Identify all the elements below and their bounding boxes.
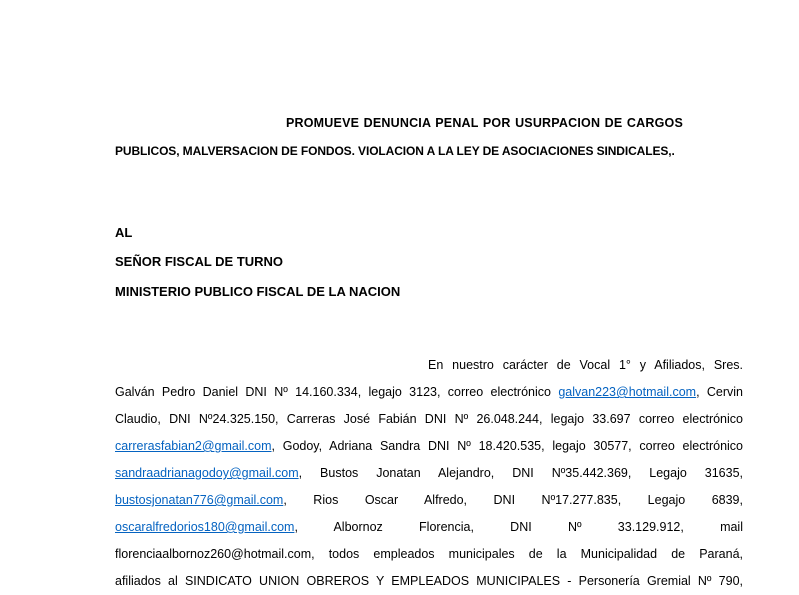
body-line-9: afiliados al SINDICATO UNION OBREROS Y EMPLEADOS MUNICIPALES - Personería Gremial Nº 790, [115,574,743,588]
heading-line-1: PROMUEVE DENUNCIA PENAL POR USURPACION DE CARGOS [286,116,683,130]
addressee-line-3: MINISTERIO PUBLICO FISCAL DE LA NACION [115,284,401,299]
email-link-godoy[interactable]: sandraadrianagodoy@gmail.com [115,466,299,480]
body-line-1: En nuestro carácter de Vocal 1° y Afiliados, Sres. [428,358,743,372]
heading-line-2: PUBLICOS, MALVERSACION DE FONDOS. VIOLACION A LA LEY DE ASOCIACIONES SINDICALES,. [115,144,675,158]
body-line-8: florenciaalbornoz260@hotmail.com, todos empleados municipales de la Municipalidad de Paraná, [115,547,743,561]
email-link-bustos[interactable]: bustosjonatan776@gmail.com [115,493,284,507]
body-line-6 [115,487,743,514]
body-text-segment: , Godoy, Adriana Sandra DNI Nº 18.420.535, legajo 30577, correo electrónico [271,439,743,453]
body-line-3: Claudio, DNI Nº24.325.150, Carreras José Fabián DNI Nº 26.048.244, legajo 33.697 correo electrónico [115,412,743,426]
email-link-rios[interactable]: oscaralfredorios180@gmail.com [115,520,295,534]
body-text-segment: , Rios Oscar Alfredo, DNI Nº17.277.835, Legajo 6839, [283,493,743,507]
body-line-4 [115,433,743,460]
email-link-carreras[interactable]: carrerasfabian2@gmail.com [115,439,272,453]
body-text-segment: , Cervin [696,385,743,399]
body-text-segment: Galván Pedro Daniel DNI Nº 14.160.334, legajo 3123, correo electrónico [115,385,559,399]
email-link-galvan[interactable]: galvan223@hotmail.com [558,385,697,399]
body-text-segment: , Bustos Jonatan Alejandro, DNI Nº35.442.369, Legajo 31635, [298,466,743,480]
addressee-line-2: SEÑOR FISCAL DE TURNO [115,254,284,269]
body-text-segment: , Albornoz Florencia, DNI Nº 33.129.912, mail [294,520,743,534]
body-line-5 [115,460,743,487]
body-line-2 [115,379,743,406]
body-line-7 [115,514,743,541]
body-paragraph [115,352,743,595]
addressee-line-1: AL [115,225,133,240]
